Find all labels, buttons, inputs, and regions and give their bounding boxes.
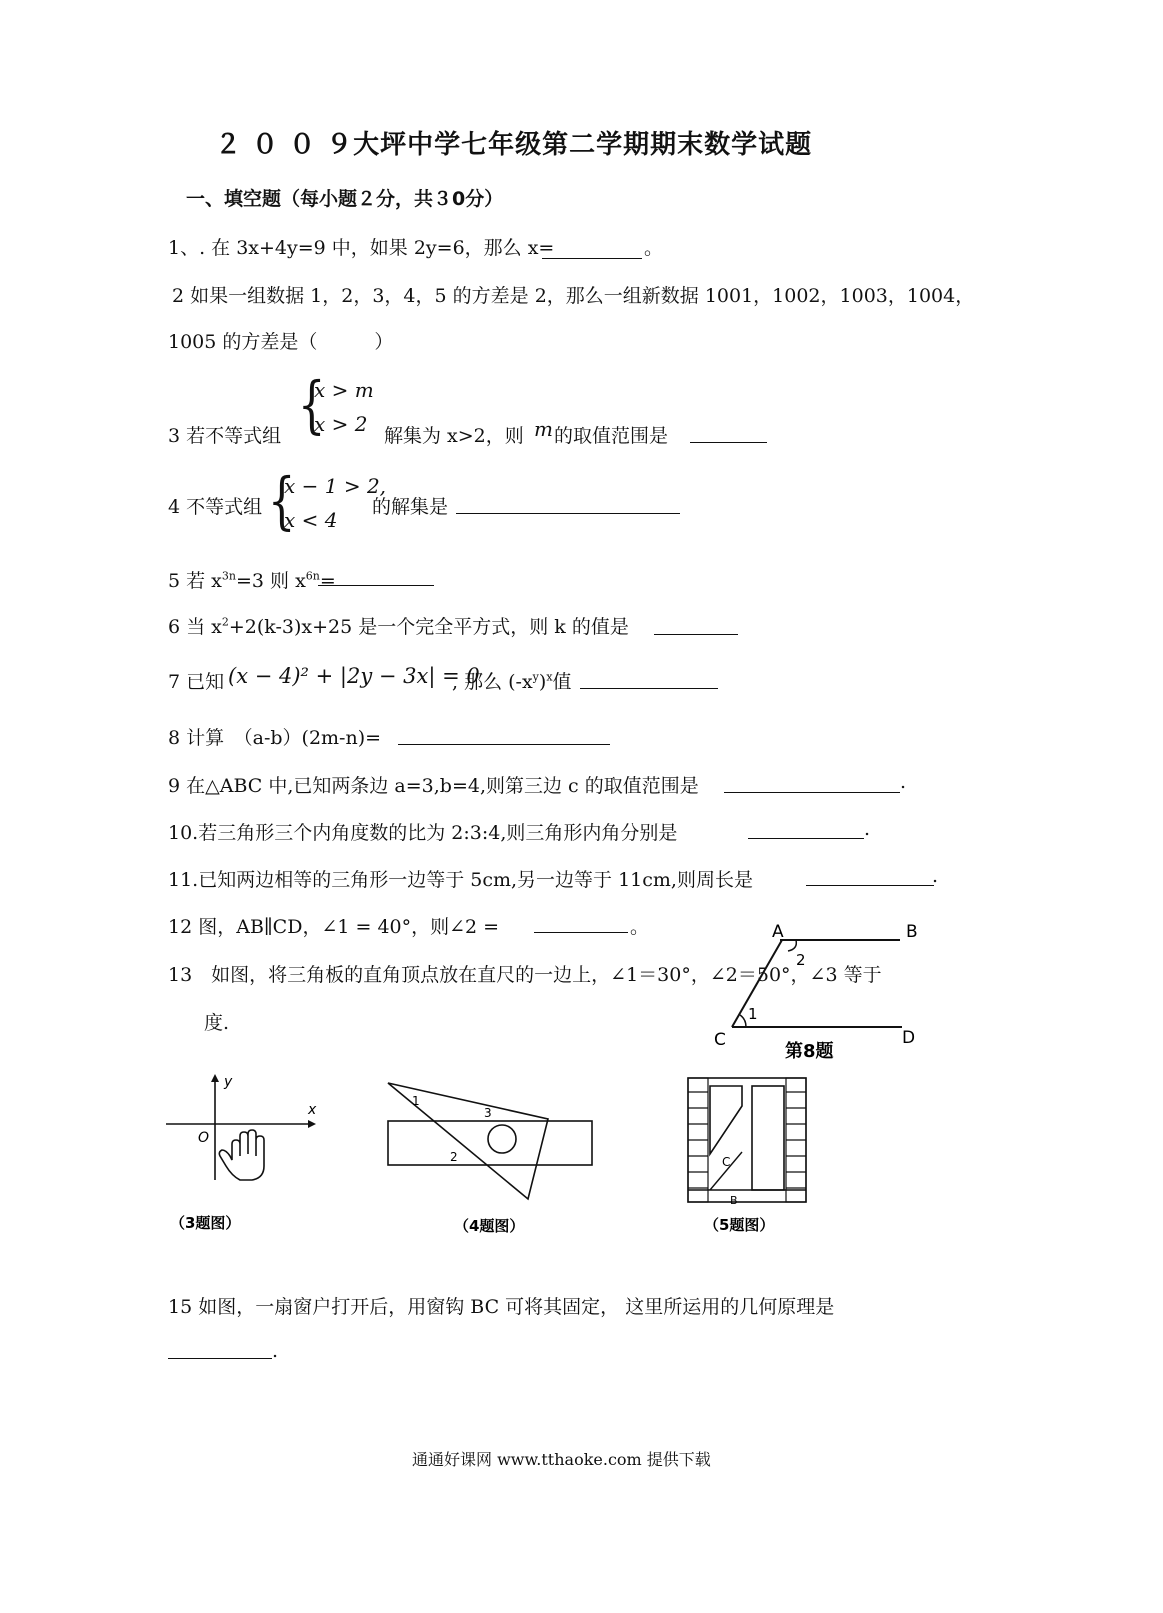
q3-system-line2: x > 2 — [314, 412, 368, 436]
q4-system-line2: x < 4 — [284, 508, 338, 532]
q6-post: +2(k-3)x+25 是一个完全平方式，则 k 的值是 — [228, 616, 629, 638]
window-pane — [710, 1086, 742, 1154]
q7-post: 值 — [552, 671, 572, 693]
question-15-end: . — [272, 1340, 279, 1362]
label-d: D — [902, 1028, 916, 1048]
brick-wall-left — [688, 1078, 708, 1202]
question-10-end: . — [864, 818, 871, 840]
x-axis-arrow-icon — [308, 1120, 316, 1128]
label-b: B — [730, 1194, 738, 1207]
question-2-line2: 1005 的方差是（ ） — [168, 331, 394, 353]
label-c: C — [714, 1030, 726, 1050]
answer-blank-4 — [456, 513, 680, 514]
window-hook-bc — [710, 1106, 742, 1154]
q7-mid: , 那么 (-x — [452, 671, 533, 693]
question-9: 9 在△ABC 中,已知两条边 a=3,b=4,则第三边 c 的取值范围是 — [168, 775, 699, 797]
figure-4 — [380, 1075, 605, 1240]
question-7-pre: 7 已知 — [168, 671, 225, 693]
question-6 — [168, 612, 629, 639]
q5-post: = — [319, 570, 336, 592]
page-title: ２ ０ ０ ９大坪中学七年级第二学期期末数学试题 — [215, 130, 813, 160]
brace-q4: { — [267, 464, 296, 537]
q4-system-line1: x − 1 > 2, — [284, 474, 387, 498]
q7-mid2: ) — [538, 671, 547, 693]
label-angle-2: 2 — [450, 1150, 458, 1164]
angle-1-arc — [740, 1015, 746, 1027]
question-13-line1: 13 如图，将三角板的直角顶点放在直尺的一边上，∠1＝30°，∠2＝50°，∠3 等于 — [168, 964, 882, 986]
question-1 — [168, 233, 554, 260]
label-angle-1: 1 — [412, 1094, 420, 1108]
question-2-line1: 2 如果一组数据 1，2，3，4，5 的方差是 2，那么一组新数据 1001，1002，1003，1004， — [172, 285, 975, 307]
label-b: B — [906, 922, 918, 942]
question-3-mid: 解集为 x>2，则 — [384, 425, 524, 447]
figure-3-caption: （3题图） — [170, 1214, 241, 1232]
answer-blank-9 — [724, 792, 900, 793]
q7-sup1: y — [532, 670, 539, 684]
question-1-end: 。 — [644, 237, 664, 259]
label-origin: O — [198, 1130, 210, 1146]
hand-icon — [219, 1130, 264, 1180]
label-angle-2: 2 — [796, 951, 806, 969]
question-13-line2: 度. — [204, 1012, 230, 1034]
answer-blank-11 — [806, 885, 934, 886]
figure-5-caption: （5题图） — [704, 1216, 775, 1234]
open-pane — [752, 1086, 784, 1190]
answer-blank-8 — [398, 744, 610, 745]
label-angle-1: 1 — [748, 1005, 758, 1023]
q3-system-line1: x > m — [314, 378, 374, 402]
q5-mid: =3 则 x — [235, 570, 306, 592]
question-3-prefix: 3 若不等式组 — [168, 425, 282, 447]
q5-sup1: 3n — [221, 569, 236, 583]
q7-sup2: x — [546, 670, 553, 684]
brace-q3: { — [297, 368, 326, 441]
answer-blank-12 — [534, 932, 628, 933]
q6-sup: 2 — [221, 615, 229, 629]
label-a: A — [772, 922, 784, 942]
label-c: C — [722, 1155, 731, 1169]
question-3-suffix: 的取值范围是 — [554, 425, 669, 447]
q5-sup2: 6n — [305, 569, 320, 583]
figure-3 — [160, 1070, 330, 1240]
question-8: 8 计算 （a-b）(2m-n)= — [168, 727, 382, 749]
ruler-hole — [488, 1125, 516, 1153]
question-3-var: m — [534, 417, 553, 441]
label-y: y — [224, 1074, 233, 1090]
question-7-tail — [452, 667, 572, 694]
angle-2-arc — [788, 940, 796, 951]
question-7-expr: (x − 4)² + |2y − 3x| = 0 — [228, 664, 480, 688]
page-footer: 通通好课网 www.tthaoke.com 提供下载 — [412, 1450, 711, 1469]
answer-blank-1 — [542, 258, 642, 259]
question-4-suffix: 的解集是 — [372, 496, 449, 518]
question-5 — [168, 566, 336, 593]
y-axis-arrow-icon — [211, 1074, 219, 1082]
question-12: 12 图，AB∥CD，∠1 = 40°，则∠2 = — [168, 916, 500, 938]
answer-blank-3 — [690, 442, 767, 443]
label-angle-3: 3 — [484, 1106, 492, 1120]
ruler — [388, 1121, 592, 1165]
question-11-end: . — [932, 865, 939, 887]
question-11: 11.已知两边相等的三角形一边等于 5cm,另一边等于 11cm,则周长是 — [168, 869, 753, 891]
section-heading: 一、填空题（每小题２分，共３0分） — [186, 188, 504, 210]
question-4-prefix: 4 不等式组 — [168, 496, 263, 518]
figure-8 — [700, 915, 930, 1065]
question-9-end: . — [900, 771, 907, 793]
answer-blank-5 — [318, 585, 434, 586]
answer-blank-7 — [580, 688, 718, 689]
q6-pre: 6 当 x — [168, 616, 222, 638]
figure-4-caption: （4题图） — [454, 1217, 525, 1235]
question-12-end: 。 — [630, 916, 650, 938]
answer-blank-10 — [748, 838, 864, 839]
brick-wall-right — [786, 1078, 806, 1202]
question-15-line1: 15 如图，一扇窗户打开后，用窗钩 BC 可将其固定， 这里所运用的几何原理是 — [168, 1296, 835, 1318]
answer-blank-6 — [654, 634, 738, 635]
figure-5 — [682, 1072, 812, 1242]
question-10: 10.若三角形三个内角度数的比为 2:3:4,则三角形内角分别是 — [168, 822, 678, 844]
label-x: x — [308, 1102, 317, 1118]
figure-8-caption: 第8题 — [785, 1041, 834, 1062]
q5-pre: 5 若 x — [168, 570, 222, 592]
question-1-text: 1、. 在 3x+4y=9 中，如果 2y=6，那么 x= — [168, 237, 555, 259]
answer-blank-15 — [168, 1358, 272, 1359]
